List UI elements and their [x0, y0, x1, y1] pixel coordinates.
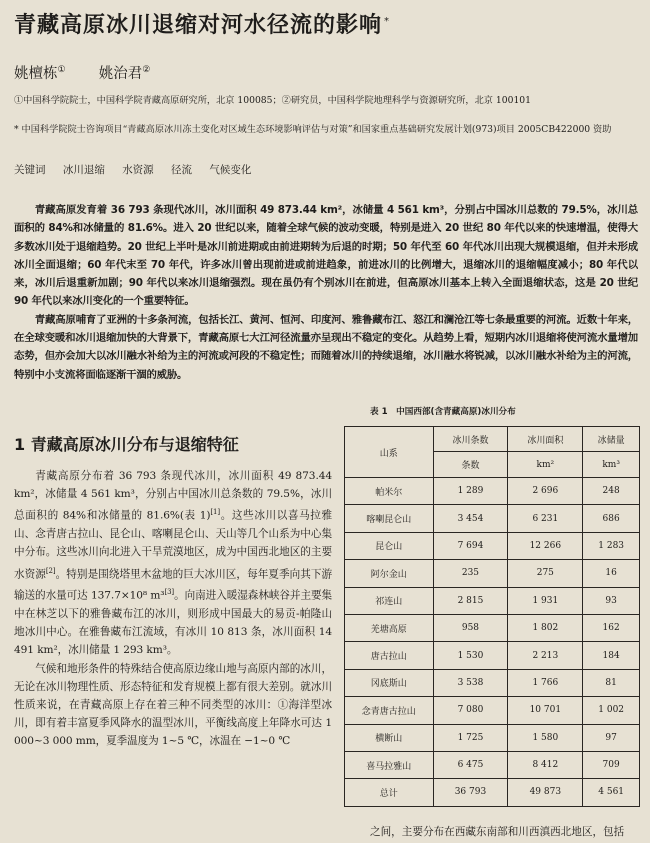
table-cell-value: 12 266 [508, 532, 583, 559]
table-cell-range: 喀喇昆仑山 [345, 505, 434, 532]
table-row [345, 532, 640, 559]
table-unit: 条数 [433, 452, 508, 478]
table-cell-value: 2 696 [508, 478, 583, 505]
author-list [14, 62, 150, 83]
citation-ref: [1] [210, 508, 221, 517]
paper-title-text: 青藏高原冰川退缩对河水径流的影响 [14, 13, 383, 38]
table-cell-value: 8 412 [508, 751, 583, 778]
keywords-label: 关键词 [14, 164, 46, 176]
body-text: 青藏高原分布着 36 793 条现代冰川，冰川面积 49 873.44 km²，冰储量 4 561 km³，分别占中国冰川总条数的 79.5%，冰川总面积的 84%和冰储量的 81.6%(表 1) [14, 470, 332, 522]
table-cell-value: 1 283 [583, 532, 640, 559]
body-paragraph: 气候和地形条件的特殊结合使高原边缘山地与高原内部的冰川，无论在冰川物理性质、形态特征和发育规模上都有很大差别。就冰川性质来说，在青藏高原上存在着三种不同类型的冰川：①海洋型冰川，即有着丰富夏季风降水的温型冰川，平衡线高度上年降水可达 1 000~3 000 mm，夏季温度为 1~5 ℃，冰温在 −1~0 ℃ [14, 662, 332, 748]
table-header: 冰储量 [583, 427, 640, 452]
table-cell-range: 祁连山 [345, 587, 434, 614]
section-heading: 1 青藏高原冰川分布与退缩特征 [14, 435, 239, 454]
author-name: 姚治君 [98, 66, 143, 82]
paper-title [14, 8, 390, 39]
body-text: 。这些冰川以喜马拉雅山、念青唐古拉山、昆仑山、喀喇昆仑山、天山等几个山系为中心集中分布。这些冰川向北进入干旱荒漠地区，成为中国西北地区的主要水资源 [14, 509, 332, 581]
abstract-paragraph: 青藏高原哺育了亚洲的十多条河流，包括长江、黄河、恒河、印度河、雅鲁藏布江、怒江和澜沧江等七条最重要的河流。近数十年来，在全球变暖和冰川退缩加快的大背景下，青藏高原七大江河径流量亦呈现出不稳定的变化。从趋势上看，短期内冰川退缩将使河流水量增加态势，但亦会加大以冰川融水补给为主的河流或河段的不稳定性；而随着冰川的持续退缩，冰川融水将锐减，以冰川融水补给为主的河流，特别中小支流将面临逐渐干涸的威胁。 [14, 313, 638, 381]
table-cell-range: 帕米尔 [345, 478, 434, 505]
table-header: 冰川条数 [433, 427, 508, 452]
table-cell-range: 阿尔金山 [345, 560, 434, 587]
keyword: 冰川退缩 [62, 164, 105, 176]
table-cell-range: 喜马拉雅山 [345, 751, 434, 778]
table-cell-value: 97 [583, 724, 640, 751]
funding-note: * 中国科学院院士咨询项目“青藏高原冰川冻土变化对区域生态环境影响评估与对策”和国家重点基础研究发展计划(973)项目 2005CB422000 资助 [14, 124, 612, 135]
table-cell-range: 昆仑山 [345, 532, 434, 559]
table-cell-value: 958 [433, 614, 508, 641]
table-row [345, 560, 640, 587]
table-cell-value: 1 530 [433, 642, 508, 669]
table-cell-value: 275 [508, 560, 583, 587]
table-row [345, 751, 640, 778]
body-text: 。向南进入暖湿森林峡谷并主要集中在林芝以下的雅鲁藏布江的冰川，则形成中国最大的易贡-帕隆山地冰川中心。在雅鲁藏布江流域，有冰川 10 813 条，冰川面积 14 491 km²，冰川储量 1 293 km³。 [14, 589, 332, 657]
table-unit: km³ [583, 452, 640, 478]
table-cell-value: 7 080 [433, 697, 508, 724]
table-cell-value: 1 802 [508, 614, 583, 641]
table-cell-value: 162 [583, 614, 640, 641]
table-cell-range: 总计 [345, 779, 434, 806]
body-paragraph [14, 467, 332, 660]
table-cell-value: 4 561 [583, 779, 640, 806]
keyword: 水资源 [122, 164, 154, 176]
author-mark: ① [57, 65, 66, 76]
keywords [14, 162, 265, 177]
table-header: 山系 [345, 427, 434, 478]
table-row [345, 779, 640, 806]
affiliation: ①中国科学院院士，中国科学院青藏高原研究所，北京 100085；②研究员，中国科学院地理科学与资源研究所，北京 100101 [14, 95, 531, 106]
author-mark: ② [142, 65, 151, 76]
table-cell-range: 羌塘高原 [345, 614, 434, 641]
table-cell-value: 248 [583, 478, 640, 505]
table-row [345, 642, 640, 669]
table-cell-value: 1 725 [433, 724, 508, 751]
table-row [345, 587, 640, 614]
table-row [345, 697, 640, 724]
table-cell-value: 1 289 [433, 478, 508, 505]
table-cell-value: 235 [433, 560, 508, 587]
body-text: 。特别是围绕塔里木盆地的巨大冰川区，每年夏季向其下游输送的水量可达 137.7×10⁸ m³ [14, 568, 332, 602]
table-cell-value: 3 454 [433, 505, 508, 532]
citation-ref: [2] [45, 566, 56, 575]
title-footnote-mark: * [384, 15, 391, 27]
table-cell-value: 709 [583, 751, 640, 778]
glacier-distribution-table [344, 426, 640, 807]
table-cell-value: 184 [583, 642, 640, 669]
body-column-right-continuation: 之间，主要分布在西藏东南部和川西滇西北地区，包括 [370, 826, 625, 838]
table-cell-value: 6 231 [508, 505, 583, 532]
body-column-left [14, 467, 332, 751]
table-caption: 表 1 中国西部(含青藏高原)冰川分布 [370, 407, 516, 417]
table-cell-value: 36 793 [433, 779, 508, 806]
keyword: 径流 [171, 164, 193, 176]
abstract-paragraph: 青藏高原发育着 36 793 条现代冰川，冰川面积 49 873.44 km²，冰储量 4 561 km³，分别占中国冰川总数的 79.5%，冰川总面积的 84%和冰储量的 81.6%。进入 20 世纪以来，随着全球气候的波动变暖，特别是进入 20 世纪 80 年代以来的快速增温，使得大多数冰川处于退缩趋势。20 世纪上半叶是冰川前进期或由前进期转为后退的时期；50 年代至 60 年代冰川出现大规模退缩，但并未形成冰川全面退缩；60 年代末至 70 年代，许多冰川曾出现前进或前进趋象，前进冰川的比例增大，退缩冰川的退缩幅度减小；80 年代以来，冰川后退重新加剧；90 年代以来冰川退缩强烈。现在虽仍有个别冰川在前进，但高原冰川基本上转入全面退缩状态，这是 20 世纪 90 年代以来冰川变化的一个重要特征。 [14, 204, 638, 308]
table-cell-value: 686 [583, 505, 640, 532]
table-cell-value: 7 694 [433, 532, 508, 559]
table-cell-value: 2 815 [433, 587, 508, 614]
table-cell-value: 49 873 [508, 779, 583, 806]
table-cell-range: 唐古拉山 [345, 642, 434, 669]
table-cell-value: 1 002 [583, 697, 640, 724]
table-cell-value: 3 538 [433, 669, 508, 696]
table-cell-range: 冈底斯山 [345, 669, 434, 696]
table-cell-value: 1 931 [508, 587, 583, 614]
table-cell-value: 1 766 [508, 669, 583, 696]
table-row [345, 505, 640, 532]
table-cell-value: 1 580 [508, 724, 583, 751]
table-row [345, 669, 640, 696]
table-row [345, 724, 640, 751]
table-unit: km² [508, 452, 583, 478]
table-cell-range: 念青唐古拉山 [345, 697, 434, 724]
table-cell-value: 6 475 [433, 751, 508, 778]
table-cell-range: 横断山 [345, 724, 434, 751]
table-cell-value: 10 701 [508, 697, 583, 724]
keyword: 气候变化 [209, 164, 252, 176]
citation-ref: [3] [164, 588, 175, 597]
abstract [14, 201, 638, 384]
table-row [345, 478, 640, 505]
table-cell-value: 81 [583, 669, 640, 696]
table-cell-value: 93 [583, 587, 640, 614]
table-row [345, 614, 640, 641]
table-header: 冰川面积 [508, 427, 583, 452]
table-cell-value: 2 213 [508, 642, 583, 669]
table-cell-value: 16 [583, 560, 640, 587]
author-name: 姚檀栋 [14, 66, 58, 82]
